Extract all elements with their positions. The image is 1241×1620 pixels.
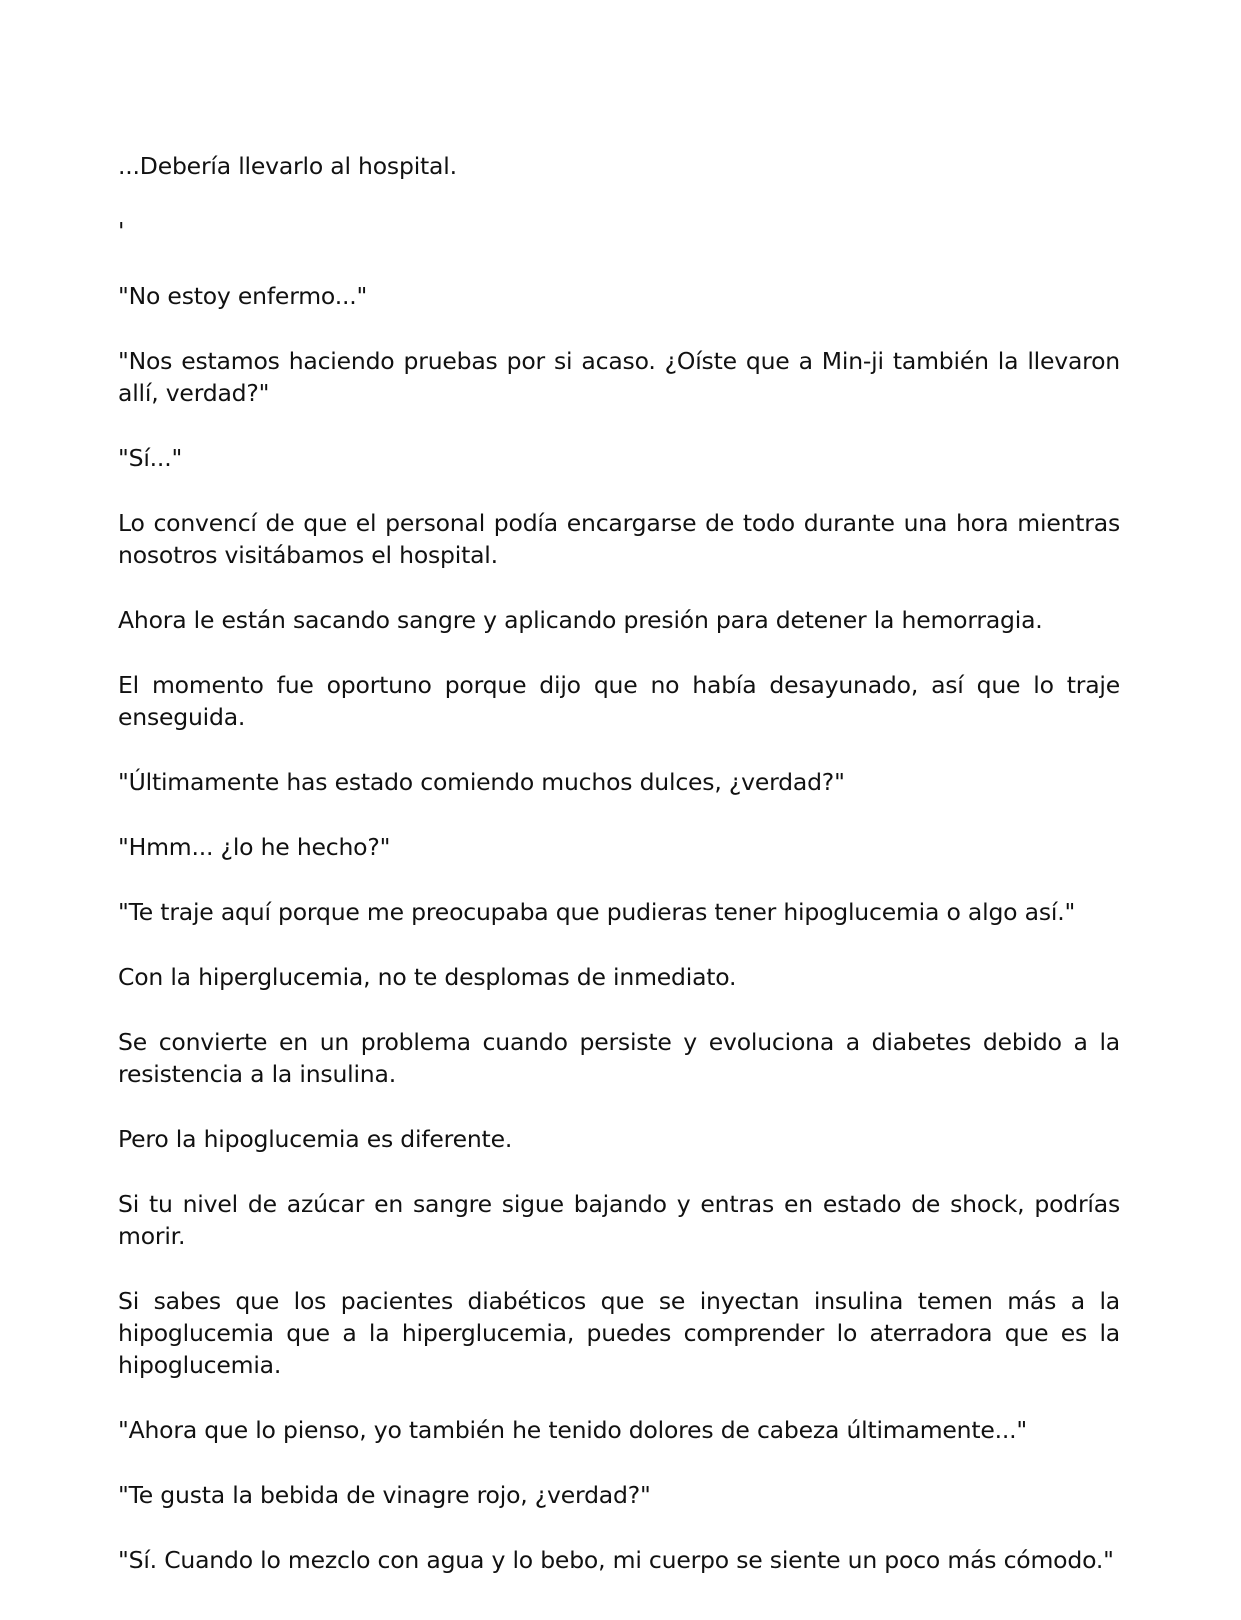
paragraph-14: Pero la hipoglucemia es diferente. [118,1125,513,1153]
paragraph-1: ...Debería llevarlo al hospital. [118,152,457,180]
paragraph-11: "Te traje aquí porque me preocupaba que pudieras tener hipoglucemia o algo así." [118,898,1076,926]
paragraph-16: Si sabes que los pacientes diabéticos que se inyectan insulina temen más a la hipoglucemia que a la hiperglucemia, puedes comprender lo aterradora que es la hipoglucemia. [118,1287,1120,1379]
paragraph-9: "Últimamente has estado comiendo muchos dulces, ¿verdad?" [118,768,845,796]
paragraph-5: "Sí..." [118,444,183,472]
paragraph-12: Con la hiperglucemia, no te desplomas de inmediato. [118,963,737,991]
paragraph-15: Si tu nivel de azúcar en sangre sigue bajando y entras en estado de shock, podrías morir. [118,1190,1120,1250]
paragraph-2: ' [118,217,125,245]
paragraph-3: "No estoy enfermo..." [118,282,368,310]
document-body [118,150,1120,1609]
paragraph-13: Se convierte en un problema cuando persiste y evoluciona a diabetes debido a la resistencia a la insulina. [118,1028,1120,1088]
paragraph-8: El momento fue oportuno porque dijo que no había desayunado, así que lo traje enseguida. [118,671,1120,731]
paragraph-7: Ahora le están sacando sangre y aplicando presión para detener la hemorragia. [118,606,1043,634]
paragraph-19: "Sí. Cuando lo mezclo con agua y lo bebo, mi cuerpo se siente un poco más cómodo." [118,1546,1114,1574]
paragraph-18: "Te gusta la bebida de vinagre rojo, ¿verdad?" [118,1481,651,1509]
paragraph-6: Lo convencí de que el personal podía encargarse de todo durante una hora mientras nosotros visitábamos el hospital. [118,509,1120,569]
paragraph-17: "Ahora que lo pienso, yo también he tenido dolores de cabeza últimamente..." [118,1416,1028,1444]
paragraph-10: "Hmm... ¿lo he hecho?" [118,833,391,861]
paragraph-4: "Nos estamos haciendo pruebas por si acaso. ¿Oíste que a Min-ji también la llevaron allí, verdad?" [118,347,1120,407]
